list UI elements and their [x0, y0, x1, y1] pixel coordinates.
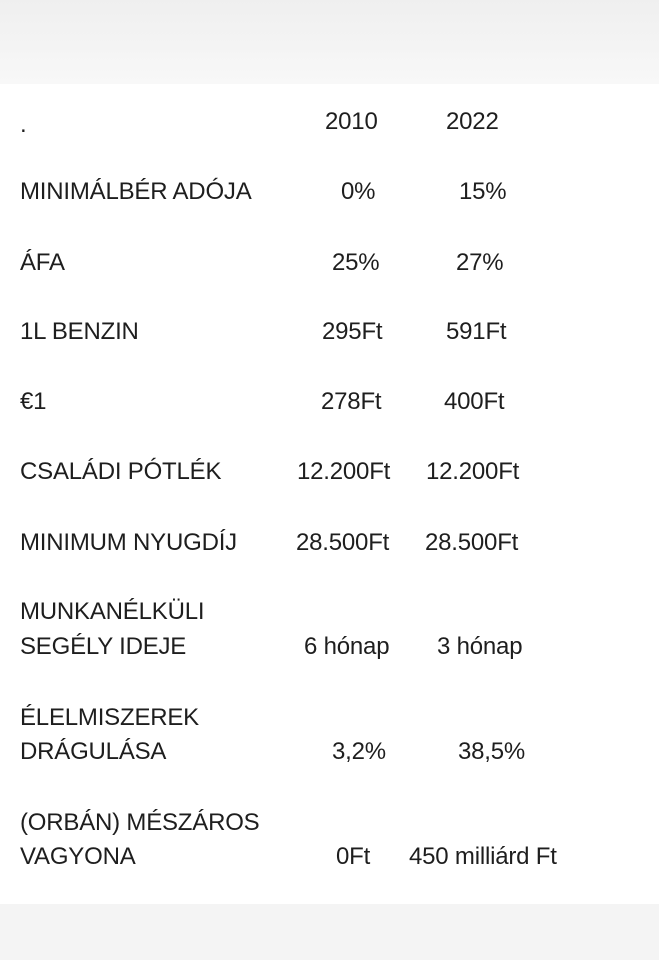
row-label-meszaros-wealth-line1: (ORBÁN) MÉSZÁROS [20, 809, 260, 836]
row-value-2022: 38,5% [458, 738, 526, 765]
row-value-2022: 28.500Ft [425, 529, 519, 556]
row-value-2022: 15% [459, 178, 507, 205]
header-year-2010: 2010 [325, 108, 378, 135]
row-value-2022: 12.200Ft [426, 458, 520, 485]
row-value-2010: 25% [332, 249, 380, 276]
row-value-2010: 295Ft [322, 318, 383, 345]
header-marker: . [20, 111, 27, 138]
row-label-minimum-pension: MINIMUM NYUGDÍJ [20, 529, 237, 556]
row-value-2022: 450 milliárd Ft [409, 843, 557, 870]
row-label-meszaros-wealth-line2: VAGYONA [20, 843, 136, 870]
top-margin [0, 0, 659, 84]
row-label-unemployment-benefit-line1: MUNKANÉLKÜLI [20, 598, 205, 625]
row-value-2010: 12.200Ft [297, 458, 391, 485]
row-value-2022: 3 hónap [437, 633, 523, 660]
row-value-2010: 28.500Ft [296, 529, 390, 556]
row-value-2010: 0Ft [336, 843, 371, 870]
row-value-2010: 6 hónap [304, 633, 390, 660]
row-value-2010: 0% [341, 178, 376, 205]
row-value-2010: 278Ft [321, 388, 382, 415]
row-label-family-allowance: CSALÁDI PÓTLÉK [20, 458, 222, 485]
header-year-2022: 2022 [446, 108, 499, 135]
bottom-margin [0, 904, 659, 960]
row-label-vat: ÁFA [20, 249, 65, 276]
row-label-minimum-wage-tax: MINIMÁLBÉR ADÓJA [20, 178, 252, 205]
row-value-2022: 27% [456, 249, 504, 276]
row-label-food-inflation-line1: ÉLELMISZEREK [20, 704, 199, 731]
row-value-2022: 400Ft [444, 388, 505, 415]
row-label-unemployment-benefit-line2: SEGÉLY IDEJE [20, 633, 187, 660]
row-value-2010: 3,2% [332, 738, 386, 765]
row-value-2022: 591Ft [446, 318, 507, 345]
row-label-petrol: 1L BENZIN [20, 318, 139, 345]
row-label-food-inflation-line2: DRÁGULÁSA [20, 738, 167, 765]
row-label-euro-rate: €1 [20, 388, 47, 415]
